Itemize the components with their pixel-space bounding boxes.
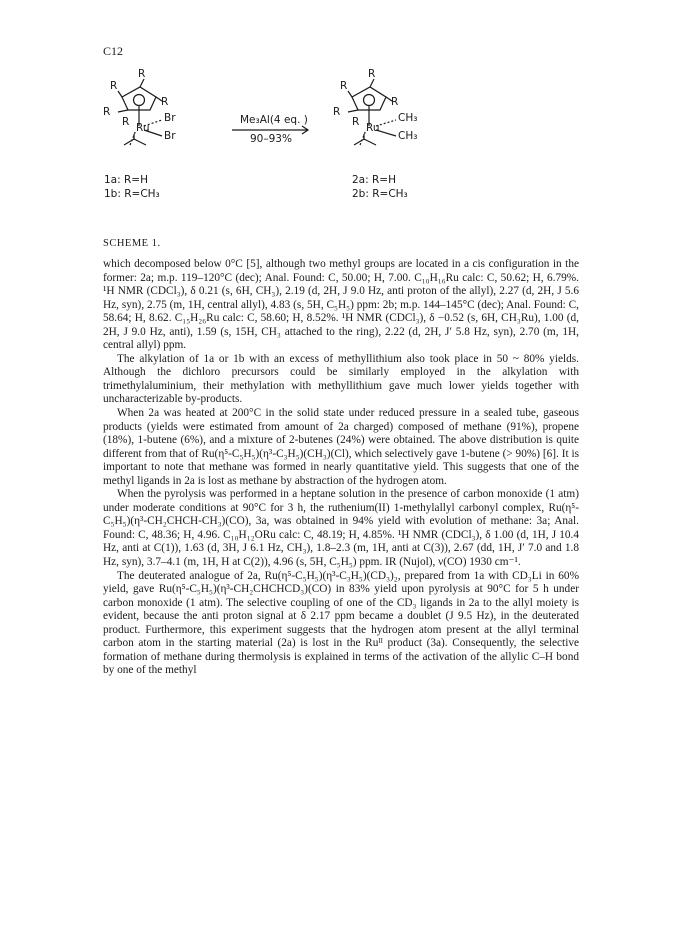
paragraph-5: The deuterated analogue of 2a, Ru(η⁵-C₅H₅)(η³-C₃H₅)(CD₃)₂, prepared from 1a with CD₃Li in 60% yield, gave Ru(η⁵-C₅H₅)(η³-CH₂CHCHCD₃)(CO) in 83% yield upon pyrolysis at 90°C for 5 h under carbon monoxide (1 atm). The selective coupling of one of the CD₃ ligands in 2a to the allyl moiety is evident, because the anti proton signal at δ 2.17 ppm became a doublet (J 9.5 Hz), in the deuterated product. Furthermore, this experiment suggests that the hydrogen atom present at the allyl terminal carbon atom in the starting material (2a) is lost in the Ruᴵᴵ product (3a). Consequently, the selective formation of methane during thermolysis is explained in terms of the activation of the allylic C–H bond by one of the methyl [103, 569, 579, 677]
reagent-top: Me₃Al(4 eq. ) [240, 114, 308, 126]
body-text [103, 258, 579, 678]
compound-1b-label: 1b: R=CH₃ [104, 188, 160, 200]
left-cp-aromatic-circle [134, 95, 145, 106]
paragraph-3: When 2a was heated at 200°C in the solid state under reduced pressure in a sealed tube, gaseous products (yields were estimated from amount of 2a charged) composed of methane (91%), propene (18%), 1-butene (6%), and a mixture of 2-butenes (24%) were obtained. The above distribution is quite different from that of Ru(η⁵-C₅H₅)(η³-C₃H₅)(CH₃)(Cl), which selectively gave 1-butene (> 90%) [6]. It is important to note that methane was formed in nearly quantitative yield. This suggests that one of the methyl ligands in 2a is lost as methane by abstraction of the hydrogen atom. [103, 407, 579, 487]
right-r-top: R [368, 68, 376, 80]
left-allyl [124, 139, 146, 145]
scheme-drawing [100, 70, 580, 245]
paragraph-2: The alkylation of 1a or 1b with an excess of methyllithium also took place in 50 ~ 80% yields. Although the dichloro precursors could be similarly employed in the alkylation with trimethylaluminium, their methylation with methyllithium gave much lower yields together with uncharacterizable by-products. [103, 352, 579, 406]
left-br-top: Br [164, 112, 176, 124]
right-allyl [354, 139, 376, 145]
compound-2b-label: 2b: R=CH₃ [352, 188, 408, 200]
paragraph-4: When the pyrolysis was performed in a heptane solution in the presence of carbon monoxide (1 atm) under moderate conditions at 90°C for 3 h, the ruthenium(II) 1-methylallyl carbonyl complex, Ru(η⁵-C₅H₅)(η³-CH₂CHCH-CH₃)(CO), 3a, was obtained in 94% yield with evolution of methane: 3a; Anal. Found: C, 48.36; H, 4.96. C₁₀H₁₂ORu calc: C, 48.19; H, 4.85%. ¹H NMR (CDCl₃), δ 1.00 (d, 1H, J 10.4 Hz, anti at C(1)), 1.63 (d, 3H, J 6.1 Hz, CH₃), 1.8–2.3 (m, 1H, anti at C(3)), 2.67 (dd, 1H, J′ 7.0 and 1.8 Hz, syn), 3.7–4.1 (m, 1H, H at C(2)), 4.96 (s, 5H, C₅H₅) ppm. IR (Nujol), ν(CO) 1930 cm⁻¹. [103, 488, 579, 569]
right-ru-label: Ru [366, 122, 380, 134]
right-ch3-bottom: CH₃ [398, 130, 418, 142]
scheme-caption: SCHEME 1. [103, 238, 161, 249]
right-ch3-top: CH₃ [398, 112, 418, 124]
right-r-left: R [333, 106, 341, 118]
left-r-left: R [103, 106, 111, 118]
left-r-right: R [161, 96, 169, 108]
reaction-scheme [100, 70, 580, 245]
right-r-right: R [391, 96, 399, 108]
left-r-upper-left: R [110, 80, 118, 92]
right-cp-aromatic-circle [364, 95, 375, 106]
page-id: C12 [103, 44, 124, 58]
left-r-top: R [138, 68, 146, 80]
compound-2a-label: 2a: R=H [352, 174, 396, 186]
left-ru-label: Ru [136, 122, 150, 134]
reagent-bottom: 90–93% [250, 133, 292, 145]
right-r-upper-left: R [340, 80, 348, 92]
compound-1a-label: 1a: R=H [104, 174, 148, 186]
right-r-lower: R [352, 116, 360, 128]
left-br-bottom: Br [164, 130, 176, 142]
paragraph-1: which decomposed below 0°C [5], although two methyl groups are located in a cis configuration in the former: 2a; m.p. 119–120°C (dec); Anal. Found: C, 50.00; H, 7.00. C₁₀H₁₆Ru calc: C, 50.62; H, 6.79%. ¹H NMR (CDCl₃), δ 0.21 (s, 6H, CH₃), 2.19 (d, 2H, J 9.0 Hz, anti proton of the allyl), 2.27 (d, 2H, J 5.6 Hz, syn), 2.75 (m, 1H, central allyl), 4.83 (s, 5H, C₅H₅) ppm: 2b; m.p. 144–145°C (dec); Anal. Found: C, 58.64; H, 8.62. C₁₅H₂₆Ru calc: C, 58.60; H, 8.52%. ¹H NMR (CDCl₃), δ −0.52 (s, 6H, CH₃Ru), 1.00 (d, 2H, J 9.0 Hz, anti), 1.59 (s, 15H, CH₃ attached to the ring), 2.22 (d, 2H, J′ 5.8 Hz, syn), 2.70 (m, 1H, central allyl) ppm. [103, 258, 579, 352]
left-r-lower: R [122, 116, 130, 128]
